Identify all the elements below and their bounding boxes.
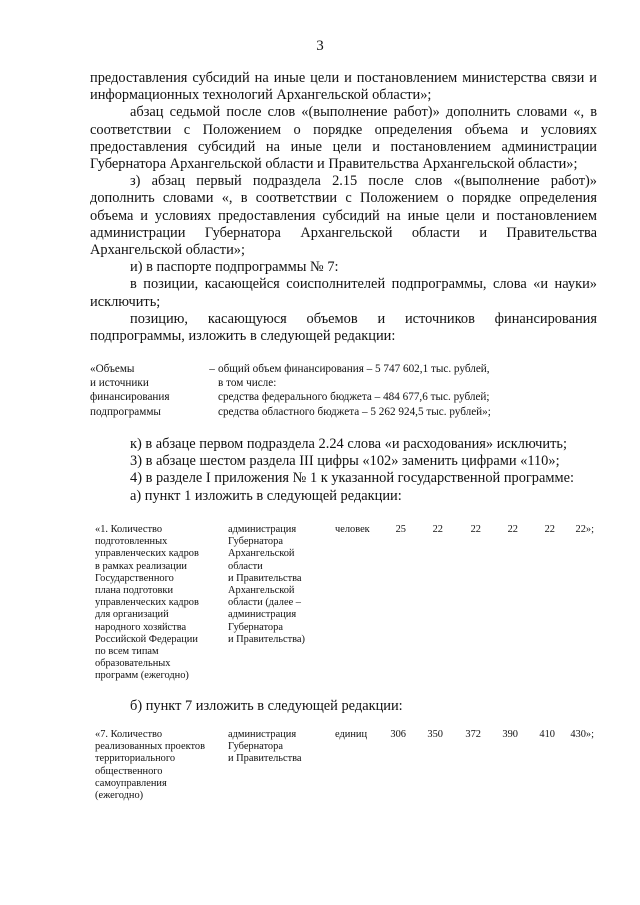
list-item: 3) в абзаце шестом раздела III цифры «102» заменить цифрами «110»;: [130, 453, 560, 470]
funding-value-line: общий объем финансирования – 5 747 602,1 тыс. рублей,: [218, 363, 490, 375]
indicator-unit: единиц: [335, 729, 368, 740]
indicator-value: 390: [502, 729, 518, 740]
indicator-name: «7. Количество реализованных проектов территориального общественного самоуправления (ежегодно): [95, 729, 206, 802]
indicator-value: 22: [507, 524, 518, 535]
indicator-unit: человек: [335, 524, 370, 535]
funding-dash: –: [209, 363, 215, 375]
indicator-value: 22»;: [575, 524, 594, 535]
indicator-executor: администрация Губернатора Архангельской области и Правительства Архангельской области (далее – администрация Губернатора и Правительства): [228, 524, 306, 645]
indicator-value: 430»;: [570, 729, 594, 740]
indicator-value: 350: [427, 729, 443, 740]
indicator-value: 25: [395, 524, 406, 535]
funding-value-line: средства областного бюджета – 5 262 924,5 тыс. рублей»;: [218, 405, 491, 418]
indicator-row-7: [95, 729, 605, 809]
paragraph: з) абзац первый подраздела 2.15 после слов «(выполнение работ)» дополнить словами «, в соответствии с Положением о порядке определения объема и условиях предоставления субсидий на иные цели и постановлением администрации Губернатора Архангельской области и Правительства Архангельской области»;: [90, 173, 597, 259]
indicator-value: 22: [470, 524, 481, 535]
indicator-value: 22: [544, 524, 555, 535]
indicator-name: «1. Количество подготовленных управленческих кадров в рамках реализации Государственного плана подготовки управленческих кадров для организаций народного хозяйства Российской Федерации по всем типам образовательных программ (ежегодно): [95, 524, 199, 682]
indicator-value: 410: [539, 729, 555, 740]
heading-b: б) пункт 7 изложить в следующей редакции:: [130, 698, 403, 714]
funding-label-line: финансирования: [90, 391, 170, 404]
page-number: 3: [316, 38, 324, 54]
funding-value-line: средства федерального бюджета – 484 677,6 тыс. рублей;: [218, 391, 490, 404]
funding-label-line: подпрограммы: [90, 405, 161, 418]
indicator-value: 306: [390, 729, 406, 740]
indicator-value: 22: [432, 524, 443, 535]
funding-value-line: в том числе:: [218, 377, 277, 390]
list-item: 4) в разделе I приложения № 1 к указанной государственной программе:: [130, 470, 574, 487]
funding-label-line: и источники: [90, 377, 149, 390]
funding-table: [90, 362, 590, 419]
paragraph: в позиции, касающейся соисполнителей подпрограммы, слова «и науки» исключить;: [90, 276, 597, 310]
paragraph: предоставления субсидий на иные цели и постановлением министерства связи и информационных технологий Архангельской области»;: [90, 70, 597, 104]
list-items: [90, 436, 597, 505]
list-item: к) в абзаце первом подраздела 2.24 слова «и расходования» исключить;: [130, 436, 567, 452]
paragraph: абзац седьмой после слов «(выполнение работ)» дополнить словами «, в соответствии с Положением о порядке определения объема и условиях предоставления субсидий на иные цели и постановлением администрации Губернатора Архангельской области и Правительства Архангельской области»;: [90, 104, 597, 173]
funding-label-line: «Объемы: [90, 363, 135, 375]
indicator-row-1: [95, 524, 605, 689]
indicator-value: 372: [465, 729, 481, 740]
paragraph: позицию, касающуюся объемов и источников финансирования подпрограммы, изложить в следующей редакции:: [90, 310, 597, 345]
indicator-executor: администрация Губернатора и Правительства: [228, 729, 302, 765]
paragraph: и) в паспорте подпрограммы № 7:: [130, 259, 339, 276]
main-text: [90, 70, 597, 345]
list-item: а) пункт 1 изложить в следующей редакции:: [130, 487, 402, 504]
